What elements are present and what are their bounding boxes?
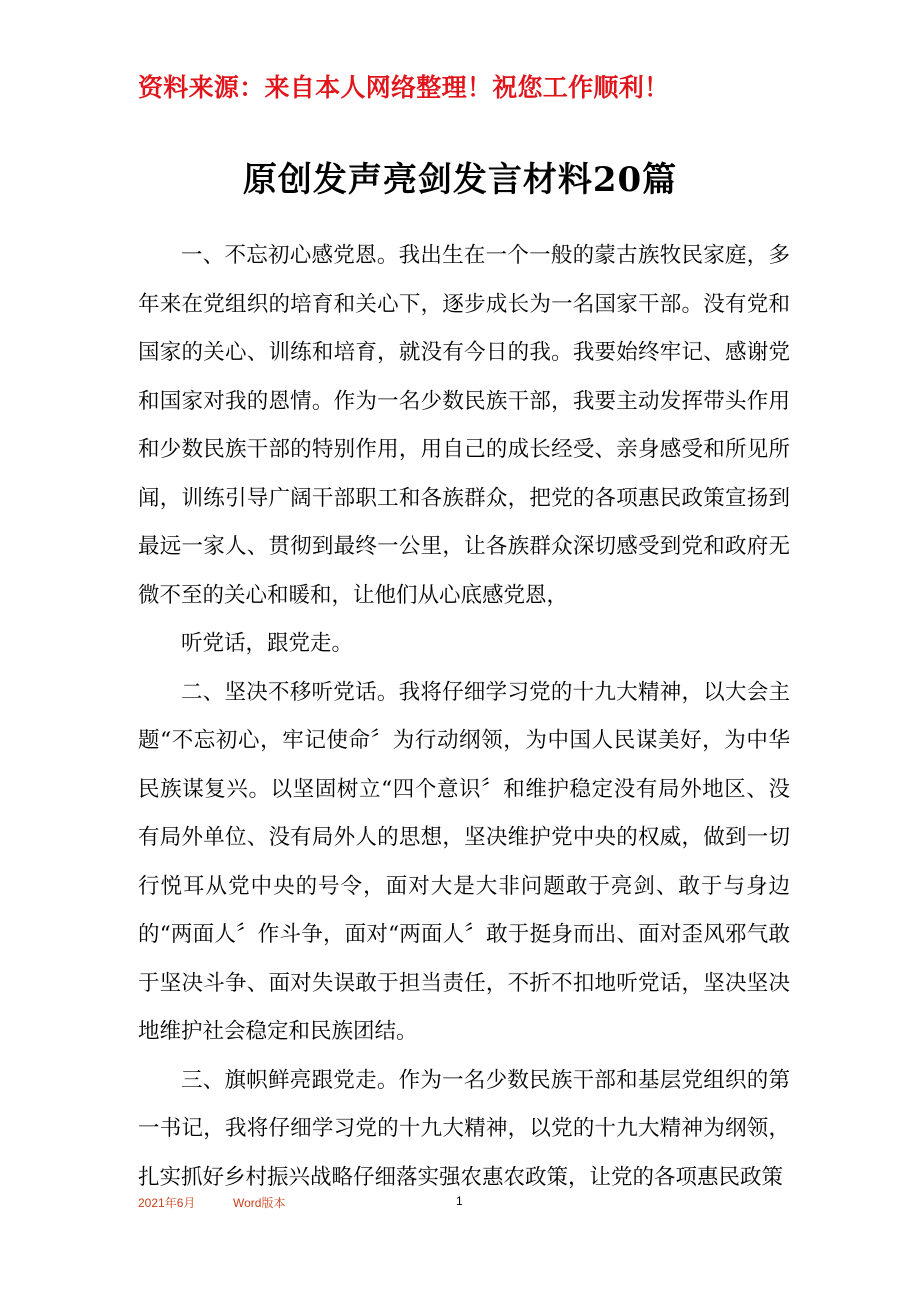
paragraph-2: 听党话，跟党走。	[181, 631, 354, 656]
paragraph-1: 一、不忘初心感党恩。我出生在一个一般的蒙古族牧民家庭，多年来在党组织的培育和关心下，逐步成长为一名国家干部。没有党和国家的关心、训练和培育，就没有今日的我。我要始终牢记、感谢党和国家对我的恩情。作为一名少数民族干部，我要主动发挥带头作用和少数民族干部的特别作用，用自己的成长经受、亲身感受和所见所闻，训练引导广阔干部职工和各族群众，把党的各项惠民政策宣扬到最远一家人、贯彻到最终一公里，让各族群众深切感受到党和政府无微不至的关心和暖和，让他们从心底感党恩，	[138, 243, 790, 608]
footer-version: Word版本	[233, 1196, 286, 1210]
page-number: 1	[456, 1194, 463, 1208]
paragraph-4: 三、旗帜鲜亮跟党走。作为一名少数民族干部和基层党组织的第一书记，我将仔细学习党的十九大精神，以党的十九大精神为纲领，扎实抓好乡村振兴战略仔细落实强农惠农政策，让党的各项惠民政策	[138, 1067, 790, 1190]
document-body	[138, 232, 790, 1202]
document-title: 原创发声亮剑发言材料20篇	[242, 160, 678, 200]
paragraph-3: 二、坚决不移听党话。我将仔细学习党的十九大精神，以大会主题“不忘初心，牢记使命〞为行动纲领，为中国人民谋美好，为中华民族谋复兴。以坚固树立“四个意识〞和维护稳定没有局外地区、没有局外单位、没有局外人的思想，坚决维护党中央的权威，做到一切行悦耳从党中央的号令，面对大是大非问题敢于亮剑、敢于与身边的“两面人〞作斗争，面对“两面人〞敢于挺身而出、面对歪风邪气敢于坚决斗争、面对失误敢于担当责任，不折不扣地听党话，坚决坚决地维护社会稳定和民族团结。	[138, 679, 790, 1044]
source-banner: 资料来源：来自本人网络整理！祝您工作顺利！	[138, 73, 670, 102]
footer-date: 2021年6月	[138, 1196, 196, 1210]
